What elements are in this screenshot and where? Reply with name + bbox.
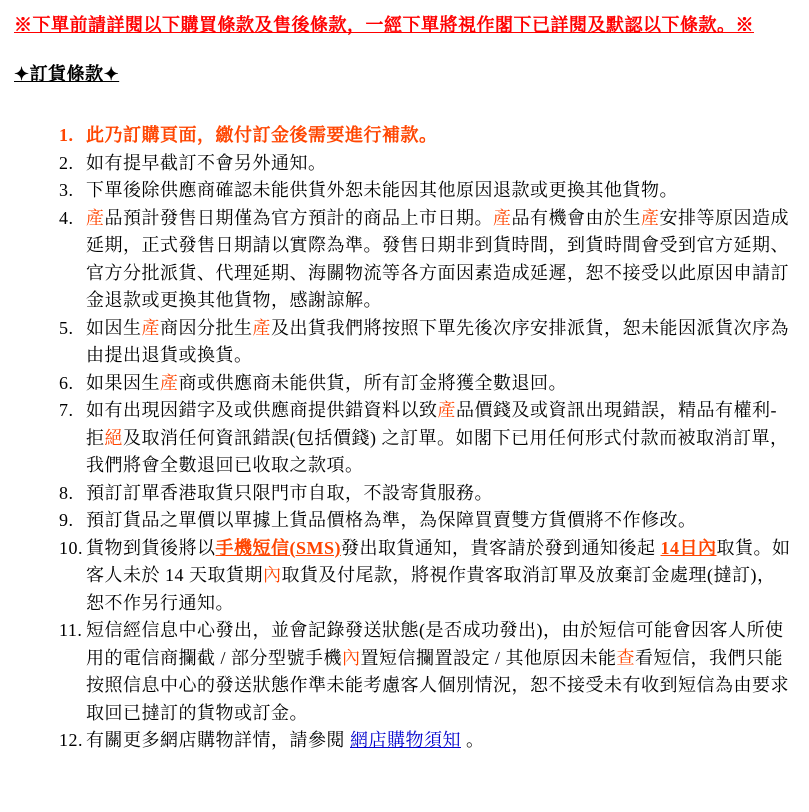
highlighted-char: 產 <box>437 400 456 420</box>
term-item <box>59 205 797 315</box>
term-item <box>59 122 797 150</box>
term-text <box>86 617 797 727</box>
term-text-segment: 預訂訂單香港取貨只限門市自取，不設寄貨服務。 <box>86 482 493 503</box>
term-text <box>86 150 797 178</box>
term-text-segment: 貨物到貨後將以 <box>86 537 216 558</box>
term-text <box>86 535 797 618</box>
term-text-segment: 取貨。如客人未於 14 天取貨期 <box>86 537 791 585</box>
term-number: 12. <box>59 730 83 750</box>
term-text-segment: 如因生 <box>86 317 142 338</box>
shop-guide-link[interactable]: 網店購物須知 <box>350 730 461 750</box>
term-text-segment: 取貨及付尾款，將視作貴客取消訂單及放棄訂金處理(撻訂)，恕不作另行通知。 <box>86 565 776 613</box>
highlighted-char: 產 <box>641 207 660 228</box>
term-item <box>59 507 797 535</box>
term-item <box>59 727 797 755</box>
term-text-segment: 預訂貨品之單價以單據上貨品價格為準，為保障買賣雙方貨價將不作修改。 <box>86 510 697 530</box>
term-text-segment: 下單後除供應商確認未能供貨外恕未能因其他原因退款或更換其他貨物。 <box>86 180 678 200</box>
term-number: 4. <box>59 207 74 228</box>
highlighted-char: 內 <box>342 647 361 668</box>
term-item <box>59 177 797 205</box>
section-title-order-terms: ✦訂貨條款✦ <box>14 64 120 84</box>
highlighted-char: 產 <box>160 372 179 393</box>
term-text-segment: 短信經信息中心發出，並會記錄發送狀態(是否成功發出)，由於短信可能會因客人所使用的電信商攔截 / 部分型號手機 <box>86 620 784 668</box>
term-item <box>59 315 797 370</box>
highlighted-underlined-text: 14日內 <box>660 537 717 558</box>
term-number: 1. <box>59 125 74 145</box>
term-item <box>59 535 797 618</box>
term-text-segment: 商因分批生 <box>160 317 253 338</box>
term-number: 6. <box>59 372 74 393</box>
term-text-segment: 品價錢及或資訊出現錯誤，精品有權利-拒 <box>86 400 777 448</box>
term-item <box>59 480 797 508</box>
term-number: 8. <box>59 482 74 503</box>
term-text-segment: 及取消任何資訊錯誤(包括價錢) 之訂單。如閣下已用任何形式付款而被取消訂單，我們將會全數退回已收取之款項。 <box>86 427 789 475</box>
term-text <box>86 122 797 150</box>
term-text-segment: 品有機會由於生 <box>511 207 641 228</box>
term-item <box>59 397 797 480</box>
term-text <box>86 507 797 535</box>
highlighted-char: 產 <box>493 207 512 228</box>
term-text <box>86 315 797 370</box>
term-item <box>59 150 797 178</box>
term-number: 11. <box>59 620 83 640</box>
highlighted-char: 產 <box>141 317 160 338</box>
term-number: 2. <box>59 152 74 173</box>
term-text-segment: 商或供應商未能供貨，所有訂金將獲全數退回。 <box>178 372 567 393</box>
term-text-segment: 有關更多網店購物詳情，請參閱 <box>86 730 350 750</box>
highlighted-char: 查 <box>616 647 635 668</box>
term-text-segment: 置短信攔置設定 / 其他原因未能 <box>360 647 617 668</box>
alert-text: 此乃訂購頁面，繳付訂金後需要進行補款。 <box>86 125 438 145</box>
highlighted-char: 絕 <box>104 427 123 448</box>
term-number: 7. <box>59 400 74 420</box>
term-number: 5. <box>59 317 74 338</box>
term-text-segment: 品預計發售日期僅為官方預計的商品上市日期。 <box>104 207 493 228</box>
term-text-segment: 如有出現因錯字及或供應商提供錯資料以致 <box>86 400 438 420</box>
term-text-segment: 。 <box>461 730 485 750</box>
term-text-segment: 如有提早截訂不會另外通知。 <box>86 152 327 173</box>
highlighted-char: 產 <box>86 207 105 228</box>
term-text-segment: 安排等原因造成延期，正式發售日期請以實際為準。發售日期非到貨時間，到貨時間會受到官方延期、官方分批派貨、代理延期、海關物流等各方面因素造成延遲，恕不接受以此原因申請訂金退款或更換其他貨物，感謝諒解。 <box>86 207 789 310</box>
term-text-segment: 看短信，我們只能按照信息中心的發送狀態作準未能考慮客人個別情況，恕不接受未有收到短信為由要求取回已撻訂的貨物或訂金。 <box>86 647 789 723</box>
term-item <box>59 370 797 398</box>
pre-order-notice: ※下單前請詳閱以下購買條款及售後條款，一經下單將視作閣下已詳閱及默認以下條款。※ <box>14 15 754 35</box>
highlighted-char: 產 <box>252 317 271 338</box>
terms-list <box>14 122 797 755</box>
term-text <box>86 370 797 398</box>
term-text <box>86 480 797 508</box>
term-text-segment: 如果因生 <box>86 372 160 393</box>
term-text <box>86 205 797 315</box>
term-text <box>86 727 797 755</box>
term-text-segment: 及出貨我們將按照下單先後次序安排派貨，恕未能因派貨次序為由提出退貨或換貨。 <box>86 317 789 365</box>
highlighted-char: 內 <box>263 565 282 585</box>
term-number: 10. <box>59 537 83 558</box>
term-text <box>86 177 797 205</box>
highlighted-underlined-text: 手機短信(SMS) <box>215 537 341 558</box>
term-number: 3. <box>59 180 74 200</box>
term-text <box>86 397 797 480</box>
term-number: 9. <box>59 510 74 530</box>
term-item <box>59 617 797 727</box>
term-text-segment: 發出取貨通知，貴客請於發到通知後起 <box>341 537 661 558</box>
